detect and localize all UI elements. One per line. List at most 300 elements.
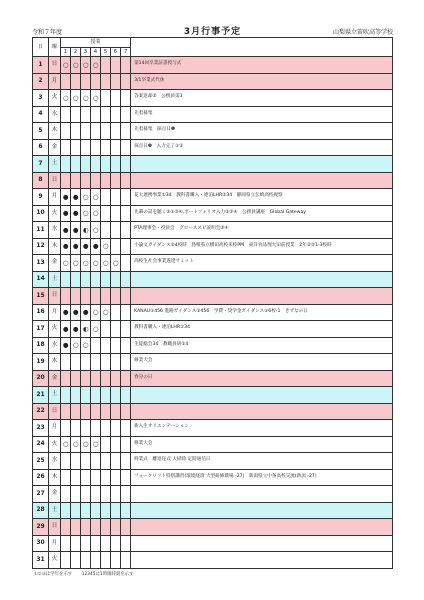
- period-mark: [81, 288, 91, 305]
- event-text: 第14回卒業証書授与式: [131, 57, 393, 74]
- period-mark: ○: [91, 189, 101, 206]
- period-mark: [71, 271, 81, 288]
- day-row: [33, 321, 393, 338]
- period-header-3: 3: [81, 48, 91, 57]
- period-mark: [71, 535, 81, 552]
- period-mark: ○: [81, 189, 91, 206]
- period-mark: [111, 156, 121, 173]
- day-number: 9: [33, 189, 49, 206]
- day-row: [33, 387, 393, 404]
- period-mark: ○: [71, 436, 81, 453]
- period-mark: [101, 123, 111, 140]
- period-mark: ○: [81, 90, 91, 107]
- period-mark: [121, 519, 131, 536]
- event-text: フォークリフト特別講習(環境経済 大型研修農場 -27) 新潟県立中条高校交流(新潟 -27): [131, 469, 393, 486]
- event-text: 修業大会: [131, 354, 393, 371]
- period-mark: [121, 321, 131, 338]
- period-mark: [121, 387, 131, 404]
- period-mark: [101, 519, 111, 536]
- period-mark: [61, 552, 71, 569]
- period-header-1: 1: [61, 48, 71, 57]
- period-mark: [111, 57, 121, 74]
- period-mark: [101, 321, 111, 338]
- period-mark: [111, 436, 121, 453]
- period-mark: [91, 453, 101, 470]
- period-mark: [71, 139, 81, 156]
- day-row: [33, 304, 393, 321]
- period-mark: [121, 453, 131, 470]
- period-mark: [101, 73, 111, 90]
- event-text: 修業大会: [131, 436, 393, 453]
- day-number: 22: [33, 403, 49, 420]
- period-mark: ●: [71, 321, 81, 338]
- period-mark: [111, 387, 121, 404]
- event-text: 先着募集: [131, 106, 393, 123]
- day-row: [33, 420, 393, 437]
- period-mark: [121, 288, 131, 305]
- period-mark: [91, 502, 101, 519]
- footer-note-period: 12345は1時限時刻を示す: [81, 572, 134, 577]
- period-mark: [121, 304, 131, 321]
- day-row: [33, 271, 393, 288]
- period-mark: [111, 453, 121, 470]
- period-mark: ●: [71, 304, 81, 321]
- weekday: 日: [49, 57, 61, 74]
- period-mark: [81, 354, 91, 371]
- period-mark: ○: [101, 238, 111, 255]
- day-row: [33, 156, 393, 173]
- weekday: 月: [49, 304, 61, 321]
- day-row: [33, 238, 393, 255]
- period-mark: [111, 189, 121, 206]
- period-mark: [111, 535, 121, 552]
- period-mark: [81, 486, 91, 503]
- weekday: 土: [49, 271, 61, 288]
- period-mark: [101, 189, 111, 206]
- event-text: [131, 519, 393, 536]
- period-mark: ○: [61, 255, 71, 272]
- period-mark: [61, 535, 71, 552]
- day-number: 18: [33, 337, 49, 354]
- period-mark: [121, 106, 131, 123]
- day-number: 15: [33, 288, 49, 305]
- period-mark: [71, 387, 81, 404]
- period-mark: [61, 156, 71, 173]
- page-title: 3月行事予定: [183, 27, 242, 37]
- period-mark: [91, 73, 101, 90]
- footer-note-grade: ①②③は学年を示す: [34, 572, 73, 577]
- period-mark: ○: [81, 337, 91, 354]
- weekday: 月: [49, 535, 61, 552]
- period-mark: [111, 271, 121, 288]
- weekday: 月: [49, 189, 61, 206]
- period-mark: [91, 469, 101, 486]
- weekday: 木: [49, 469, 61, 486]
- day-number: 2: [33, 73, 49, 90]
- period-mark: [121, 139, 131, 156]
- period-mark: ○: [101, 304, 111, 321]
- period-mark: ○: [91, 57, 101, 74]
- period-mark: ○: [91, 222, 101, 239]
- period-mark: ○: [81, 205, 91, 222]
- period-mark: [101, 172, 111, 189]
- period-mark: [111, 469, 121, 486]
- event-text: 終業式 離退任式 大掃除 定時通信日: [131, 453, 393, 470]
- weekday: 日: [49, 403, 61, 420]
- period-mark: [71, 354, 81, 371]
- period-mark: [61, 486, 71, 503]
- day-row: [33, 205, 393, 222]
- period-mark: [61, 370, 71, 387]
- period-mark: ●: [61, 238, 71, 255]
- period-mark: [101, 552, 111, 569]
- period-mark: [121, 436, 131, 453]
- period-mark: [111, 370, 121, 387]
- period-mark: ●: [71, 205, 81, 222]
- period-header-6: 6: [111, 48, 121, 57]
- period-mark: [91, 486, 101, 503]
- weekday: 日: [49, 172, 61, 189]
- weekday: 日: [49, 288, 61, 305]
- period-mark: [81, 519, 91, 536]
- day-number: 26: [33, 469, 49, 486]
- period-mark: [121, 189, 131, 206]
- period-mark: ○: [81, 57, 91, 74]
- event-text: KANAU①456 進路ガイダンス②456 学費・奨学金ガイダンス①6校-1 きずなの日: [131, 304, 393, 321]
- event-text: [131, 172, 393, 189]
- period-mark: [111, 172, 121, 189]
- period-mark: [101, 354, 111, 371]
- period-mark: [71, 519, 81, 536]
- period-mark: [91, 552, 101, 569]
- period-mark: ○: [71, 90, 81, 107]
- weekday: 金: [49, 486, 61, 503]
- day-number: 20: [33, 370, 49, 387]
- period-mark: [121, 469, 131, 486]
- period-mark: [101, 370, 111, 387]
- period-mark: [71, 469, 81, 486]
- period-mark: ●: [61, 337, 71, 354]
- event-text: [131, 387, 393, 404]
- period-mark: [121, 123, 131, 140]
- period-mark: ●: [81, 238, 91, 255]
- period-mark: [61, 123, 71, 140]
- day-number: 8: [33, 172, 49, 189]
- event-text: [131, 271, 393, 288]
- weekday: 金: [49, 370, 61, 387]
- period-mark: [81, 370, 91, 387]
- event-text: 春分の日: [131, 370, 393, 387]
- weekday: 火: [49, 552, 61, 569]
- period-mark: [101, 535, 111, 552]
- period-mark: [71, 502, 81, 519]
- period-mark: [71, 123, 81, 140]
- weekday: 土: [49, 387, 61, 404]
- day-number: 17: [33, 321, 49, 338]
- period-mark: [91, 354, 101, 371]
- period-mark: ●: [61, 321, 71, 338]
- period-mark: [81, 469, 91, 486]
- period-mark: [111, 106, 121, 123]
- period-mark: [101, 337, 111, 354]
- period-mark: ○: [71, 337, 81, 354]
- period-mark: [81, 123, 91, 140]
- weekday: 木: [49, 238, 61, 255]
- period-mark: [91, 288, 101, 305]
- period-mark: [101, 453, 111, 470]
- period-mark: [121, 370, 131, 387]
- day-row: [33, 189, 393, 206]
- period-mark: [121, 172, 131, 189]
- day-number: 12: [33, 238, 49, 255]
- period-mark: [81, 156, 91, 173]
- period-mark: [101, 420, 111, 437]
- day-number: 11: [33, 222, 49, 239]
- weekday: 火: [49, 205, 61, 222]
- day-row: [33, 123, 393, 140]
- period-mark: [81, 271, 91, 288]
- period-mark: [121, 486, 131, 503]
- period-mark: ◐: [81, 321, 91, 338]
- day-row: [33, 139, 393, 156]
- period-mark: ●: [71, 189, 81, 206]
- day-number: 30: [33, 535, 49, 552]
- weekday: 月: [49, 73, 61, 90]
- event-text: [131, 486, 393, 503]
- period-mark: [101, 502, 111, 519]
- period-mark: [101, 271, 111, 288]
- period-mark: ○: [91, 304, 101, 321]
- period-mark: ●: [61, 304, 71, 321]
- period-mark: ●: [61, 189, 71, 206]
- period-mark: [81, 387, 91, 404]
- day-number: 3: [33, 90, 49, 107]
- weekday: 火: [49, 436, 61, 453]
- day-number: 4: [33, 106, 49, 123]
- period-mark: [61, 271, 71, 288]
- day-number: 10: [33, 205, 49, 222]
- period-mark: ○: [81, 255, 91, 272]
- period-mark: [91, 156, 101, 173]
- day-row: [33, 90, 393, 107]
- period-mark: [71, 156, 81, 173]
- period-mark: ○: [71, 57, 81, 74]
- event-text: [131, 535, 393, 552]
- event-text: PTA理事会・役員会 グローススピ説明会③④: [131, 222, 393, 239]
- period-mark: [111, 288, 121, 305]
- period-mark: [91, 271, 101, 288]
- period-mark: [61, 519, 71, 536]
- day-row: [33, 354, 393, 371]
- period-mark: [101, 436, 111, 453]
- period-mark: ●: [61, 222, 71, 239]
- weekday: 金: [49, 139, 61, 156]
- period-mark: [121, 354, 131, 371]
- period-mark: [81, 535, 91, 552]
- footer-notes: [34, 571, 141, 577]
- period-mark: [81, 139, 91, 156]
- period-mark: [111, 337, 121, 354]
- period-mark: [71, 288, 81, 305]
- period-mark: [61, 502, 71, 519]
- day-row: [33, 73, 393, 90]
- day-number: 29: [33, 519, 49, 536]
- event-text: [131, 288, 393, 305]
- day-number: 13: [33, 255, 49, 272]
- period-mark: [71, 486, 81, 503]
- period-header-4: 4: [91, 48, 101, 57]
- period-mark: [61, 469, 71, 486]
- period-header-5: 5: [101, 48, 111, 57]
- weekday: 火: [49, 90, 61, 107]
- period-mark: [121, 420, 131, 437]
- event-text: [131, 552, 393, 569]
- period-mark: [101, 387, 111, 404]
- period-mark: [61, 420, 71, 437]
- weekday: 水: [49, 106, 61, 123]
- day-row: [33, 453, 393, 470]
- period-mark: [91, 337, 101, 354]
- period-mark: [71, 172, 81, 189]
- page-header: [32, 24, 393, 36]
- period-mark: [111, 403, 121, 420]
- weekday: 月: [49, 420, 61, 437]
- event-text: 先着募集 採点日❶: [131, 123, 393, 140]
- event-text: 花大連携事業①34 教科書購入・連泊LHR②34 静岡県立伝崎高校視察: [131, 189, 393, 206]
- period-mark: [111, 321, 121, 338]
- period-mark: [101, 486, 111, 503]
- weekday: 水: [49, 337, 61, 354]
- period-mark: [71, 403, 81, 420]
- event-text: 新入生オリエンテーション: [131, 420, 393, 437]
- day-row: [33, 337, 393, 354]
- period-mark: [111, 304, 121, 321]
- period-mark: [81, 106, 91, 123]
- event-text: 先輩の話を聴く②①③④,ポートフォリオ入力②③④ 公務員講座 Global Gateway: [131, 205, 393, 222]
- period-mark: [61, 172, 71, 189]
- day-row: [33, 486, 393, 503]
- weekday: 日: [49, 519, 61, 536]
- period-mark: [111, 238, 121, 255]
- period-mark: [61, 453, 71, 470]
- period-mark: [111, 519, 121, 536]
- day-row: [33, 172, 393, 189]
- period-mark: [111, 552, 121, 569]
- period-mark: ●: [61, 205, 71, 222]
- period-mark: [121, 222, 131, 239]
- period-mark: [121, 255, 131, 272]
- weekday: 土: [49, 156, 61, 173]
- fiscal-year: 令和７年度: [32, 29, 63, 36]
- weekday: 金: [49, 255, 61, 272]
- period-mark: [101, 139, 111, 156]
- period-mark: [121, 156, 131, 173]
- period-mark: [91, 387, 101, 404]
- period-mark: ○: [91, 90, 101, 107]
- period-mark: [101, 222, 111, 239]
- period-mark: [121, 552, 131, 569]
- day-row: [33, 535, 393, 552]
- period-mark: [121, 403, 131, 420]
- period-mark: ○: [111, 255, 121, 272]
- day-row: [33, 436, 393, 453]
- period-mark: [71, 453, 81, 470]
- period-mark: [71, 73, 81, 90]
- day-number: 5: [33, 123, 49, 140]
- period-mark: [101, 205, 111, 222]
- event-text: 3/1卒業式代休: [131, 73, 393, 90]
- period-mark: [121, 73, 131, 90]
- period-mark: [91, 370, 101, 387]
- period-mark: [101, 90, 111, 107]
- period-mark: ○: [61, 436, 71, 453]
- event-text: 生徒総会34 教職員研②4: [131, 337, 393, 354]
- period-mark: [91, 172, 101, 189]
- day-row: [33, 255, 393, 272]
- event-text: 採点日❷ 入力完了①②: [131, 139, 393, 156]
- period-mark: [111, 502, 121, 519]
- event-text: [131, 156, 393, 173]
- period-mark: ●: [81, 304, 91, 321]
- period-mark: [111, 73, 121, 90]
- period-mark: [61, 288, 71, 305]
- col-header-day: 日: [33, 38, 49, 57]
- period-mark: [81, 420, 91, 437]
- period-mark: ●: [71, 238, 81, 255]
- period-mark: [91, 519, 101, 536]
- period-mark: [121, 535, 131, 552]
- period-mark: [81, 552, 91, 569]
- period-mark: ○: [61, 57, 71, 74]
- period-mark: [111, 486, 121, 503]
- event-text: [131, 403, 393, 420]
- period-mark: [121, 337, 131, 354]
- period-mark: [121, 271, 131, 288]
- period-mark: [81, 172, 91, 189]
- col-header-periods: 授業: [61, 38, 131, 48]
- day-row: [33, 519, 393, 536]
- period-mark: [121, 57, 131, 74]
- day-row: [33, 552, 393, 569]
- period-mark: [121, 238, 131, 255]
- period-mark: [101, 288, 111, 305]
- day-row: [33, 288, 393, 305]
- period-mark: [91, 139, 101, 156]
- day-number: 1: [33, 57, 49, 74]
- period-mark: [61, 403, 71, 420]
- period-mark: [121, 205, 131, 222]
- period-mark: [111, 205, 121, 222]
- day-row: [33, 57, 393, 74]
- weekday: 土: [49, 502, 61, 519]
- day-row: [33, 370, 393, 387]
- weekday: 火: [49, 321, 61, 338]
- period-mark: [111, 139, 121, 156]
- period-mark: [71, 370, 81, 387]
- day-row: [33, 222, 393, 239]
- period-mark: ●: [91, 238, 101, 255]
- day-number: 25: [33, 453, 49, 470]
- period-header-2: 2: [71, 48, 81, 57]
- weekday: 水: [49, 222, 61, 239]
- school-name: 山梨県立笛吹高等学校: [332, 29, 393, 36]
- period-mark: [101, 403, 111, 420]
- period-mark: [91, 420, 101, 437]
- day-row: [33, 106, 393, 123]
- event-text: 答案返却② 公務員第3: [131, 90, 393, 107]
- weekday: 木: [49, 123, 61, 140]
- period-mark: [61, 73, 71, 90]
